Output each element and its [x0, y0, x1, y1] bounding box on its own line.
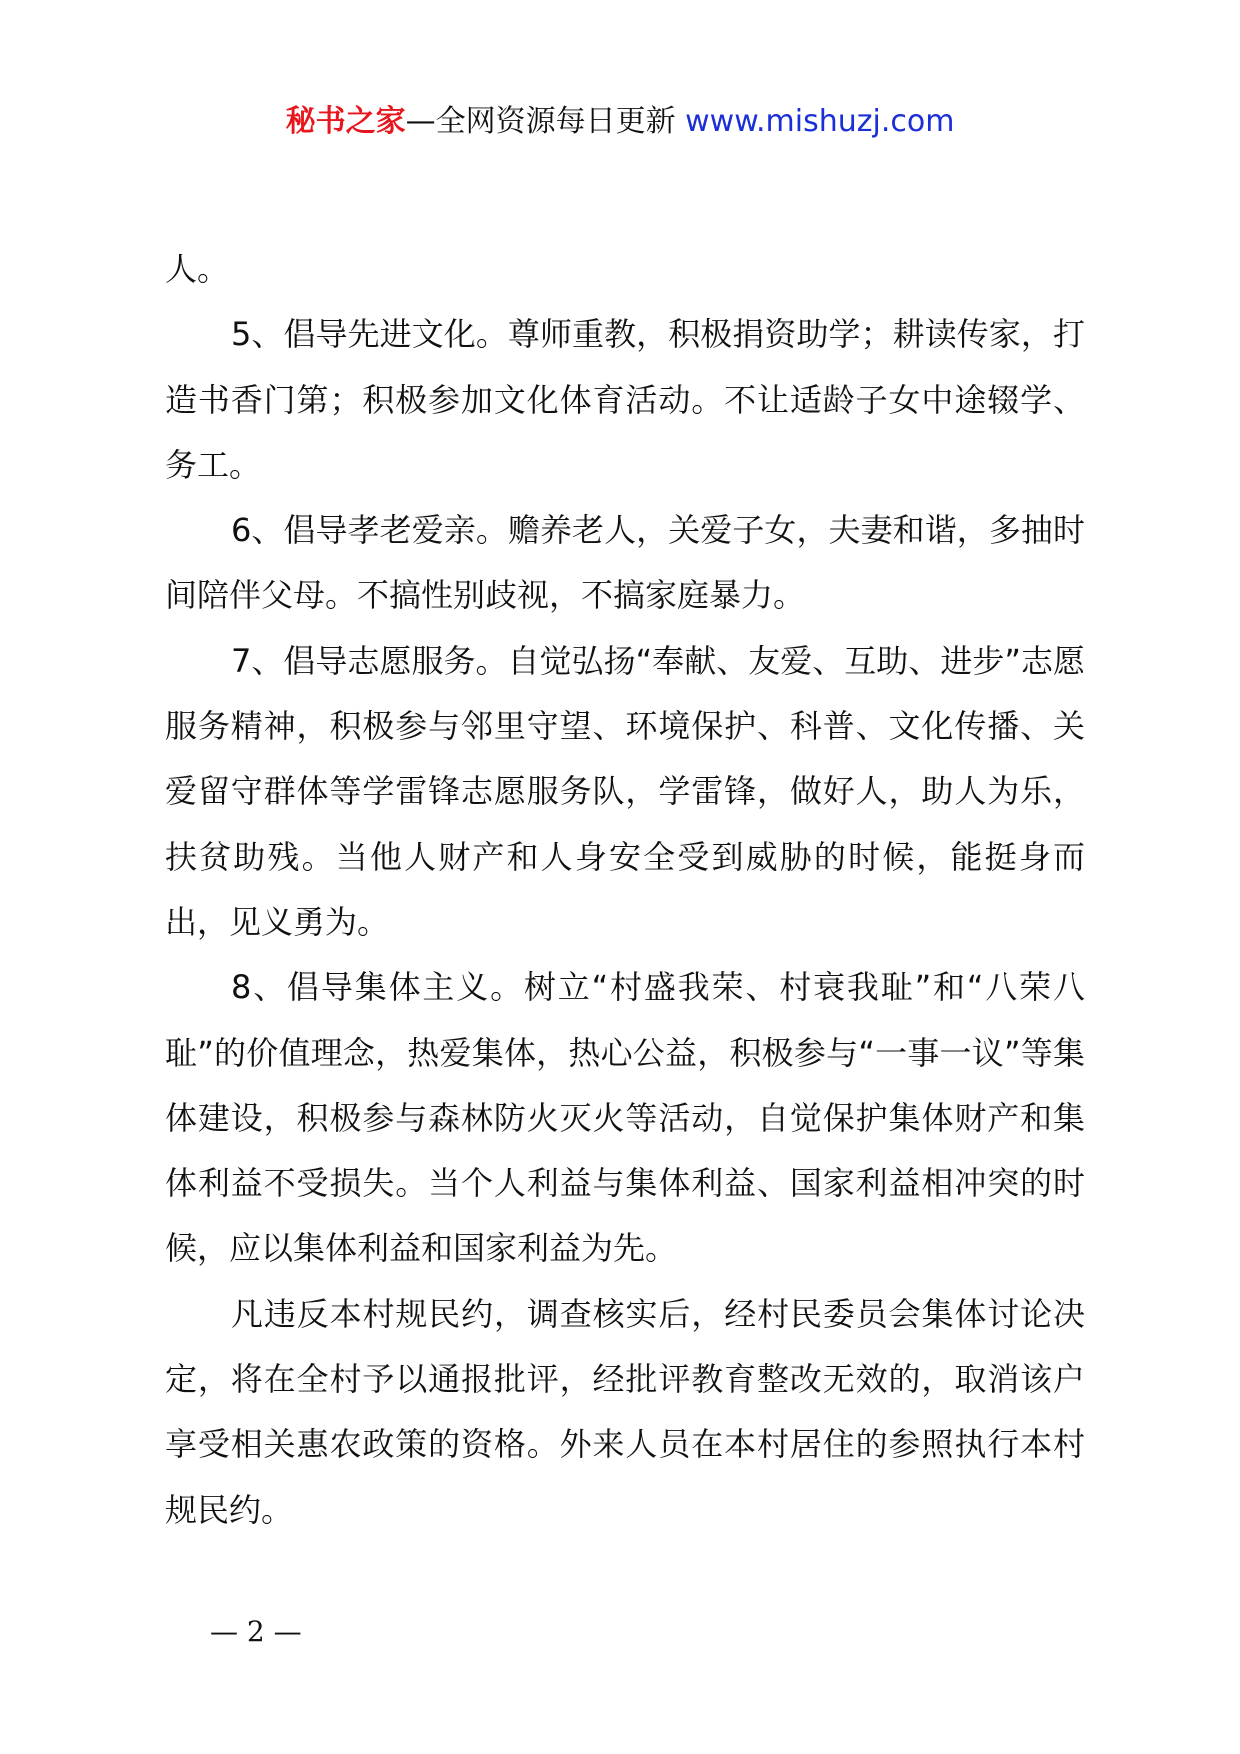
paragraph-item-7: 7、倡导志愿服务。自觉弘扬“奉献、友爱、互助、进步”志愿服务精神，积极参与邻里守望、环境保护、科普、文化传播、关爱留守群体等学雷锋志愿服务队，学雷锋，做好人，助人为乐，扶贫助残。当他人财产和人身安全受到威胁的时候，能挺身而出，见义勇为。: [165, 641, 1085, 941]
paragraph-item-8: 8、倡导集体主义。树立“村盛我荣、村衰我耻”和“八荣八耻”的价值理念，热爱集体，热心公益，积极参与“一事一议”等集体建设，积极参与森林防火灭火等活动，自觉保护集体财产和集体利益不受损失。当个人利益与集体利益、国家利益相冲突的时候，应以集体利益和国家利益为先。: [165, 968, 1085, 1268]
page-header: [0, 100, 1240, 144]
brand-name: 秘书之家: [285, 104, 406, 139]
paragraph-item-5: 5、倡导先进文化。尊师重教，积极捐资助学；耕读传家，打造书香门第；积极参加文化体育活动。不让适龄子女中途辍学、务工。: [165, 315, 1085, 484]
document-body: [165, 237, 1085, 1543]
paragraph-item-6: 6、倡导孝老爱亲。赡养老人，关爱子女，夫妻和谐，多抽时间陪伴父母。不搞性别歧视，不搞家庭暴力。: [165, 511, 1085, 615]
paragraph-continuation: 人。: [165, 250, 230, 288]
website-link[interactable]: www.mishuzj.com: [685, 104, 955, 139]
paragraph-penalty-clause: 凡违反本村规民约，调查核实后，经村民委员会集体讨论决定，将在全村予以通报批评，经批评教育整改无效的，取消该户享受相关惠农政策的资格。外来人员在本村居住的参照执行本村规民约。: [165, 1294, 1085, 1529]
page-number: — 2 —: [210, 1615, 302, 1648]
header-tagline: —全网资源每日更新: [405, 104, 676, 139]
